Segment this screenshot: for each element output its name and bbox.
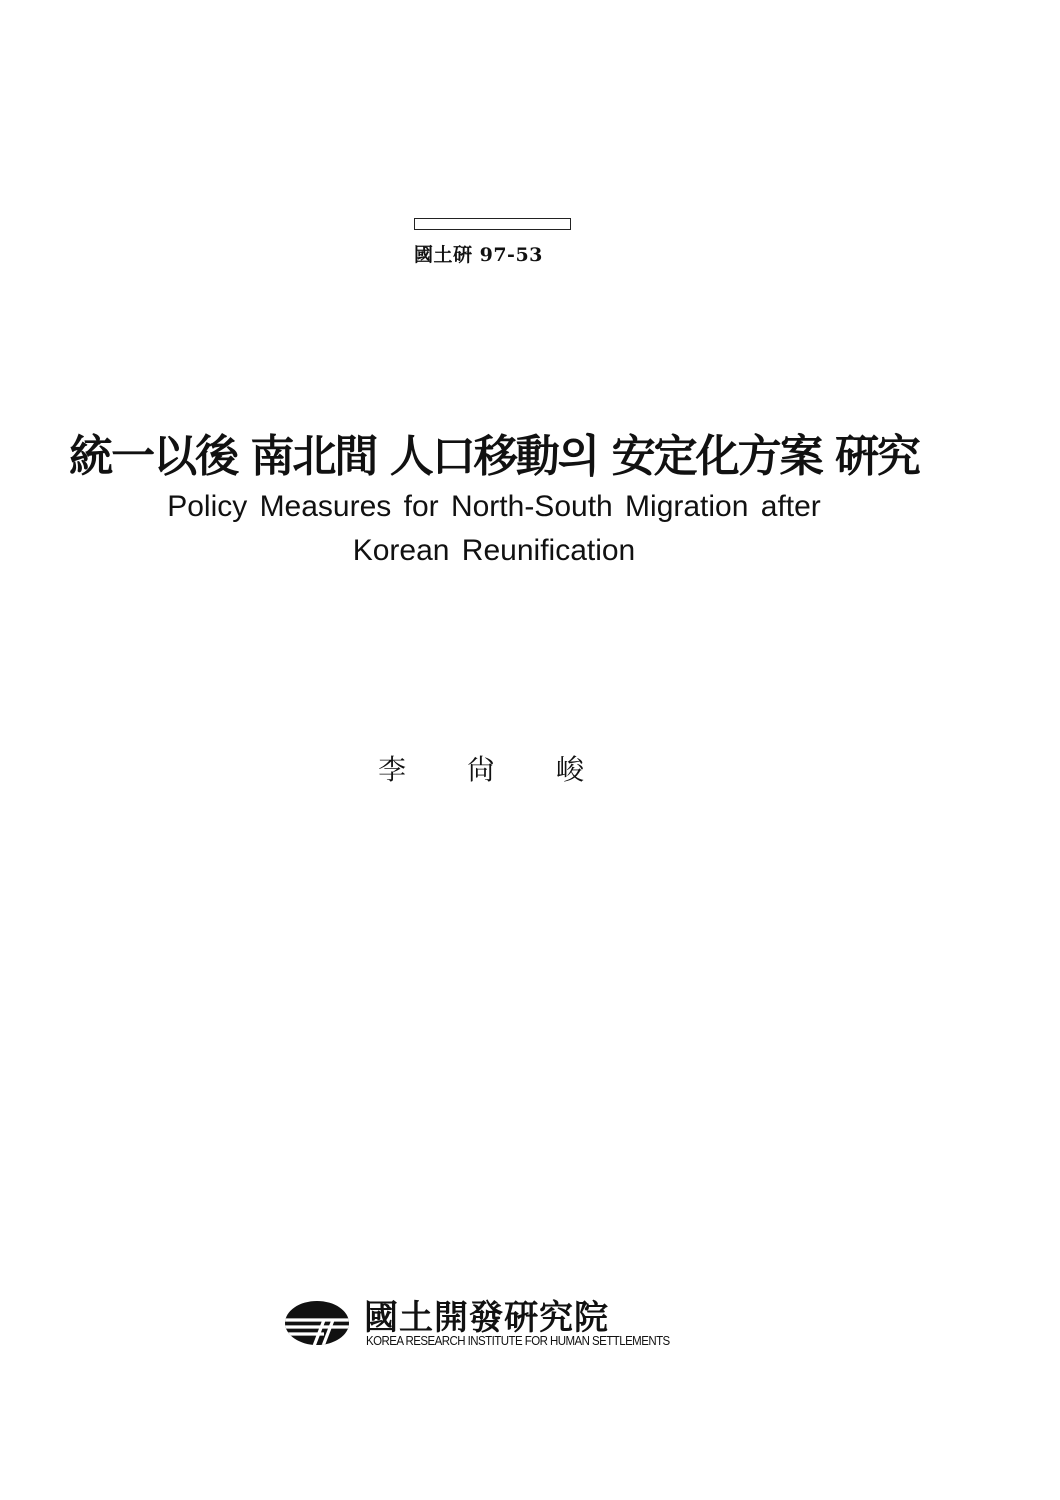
title-english-line1: Policy Measures for North-South Migration after <box>167 490 821 523</box>
publisher-name-english: KOREA RESEARCH INSTITUTE FOR HUMAN SETTLEMENTS <box>366 1334 670 1348</box>
author-name: 李 尙 峻 <box>378 753 610 786</box>
title-english-line2: Korean Reunification <box>352 534 636 567</box>
title-hanja: 統一以後 南北間 人口移動의 安定化方案 硏究 <box>69 431 919 482</box>
series-number: 國土硏 97-53 <box>414 244 543 266</box>
krihs-logo-icon <box>284 1300 350 1346</box>
series-box <box>414 218 571 230</box>
publisher-name-hanja: 國土開發硏究院 <box>364 1298 609 1338</box>
publisher-block <box>284 1290 684 1360</box>
